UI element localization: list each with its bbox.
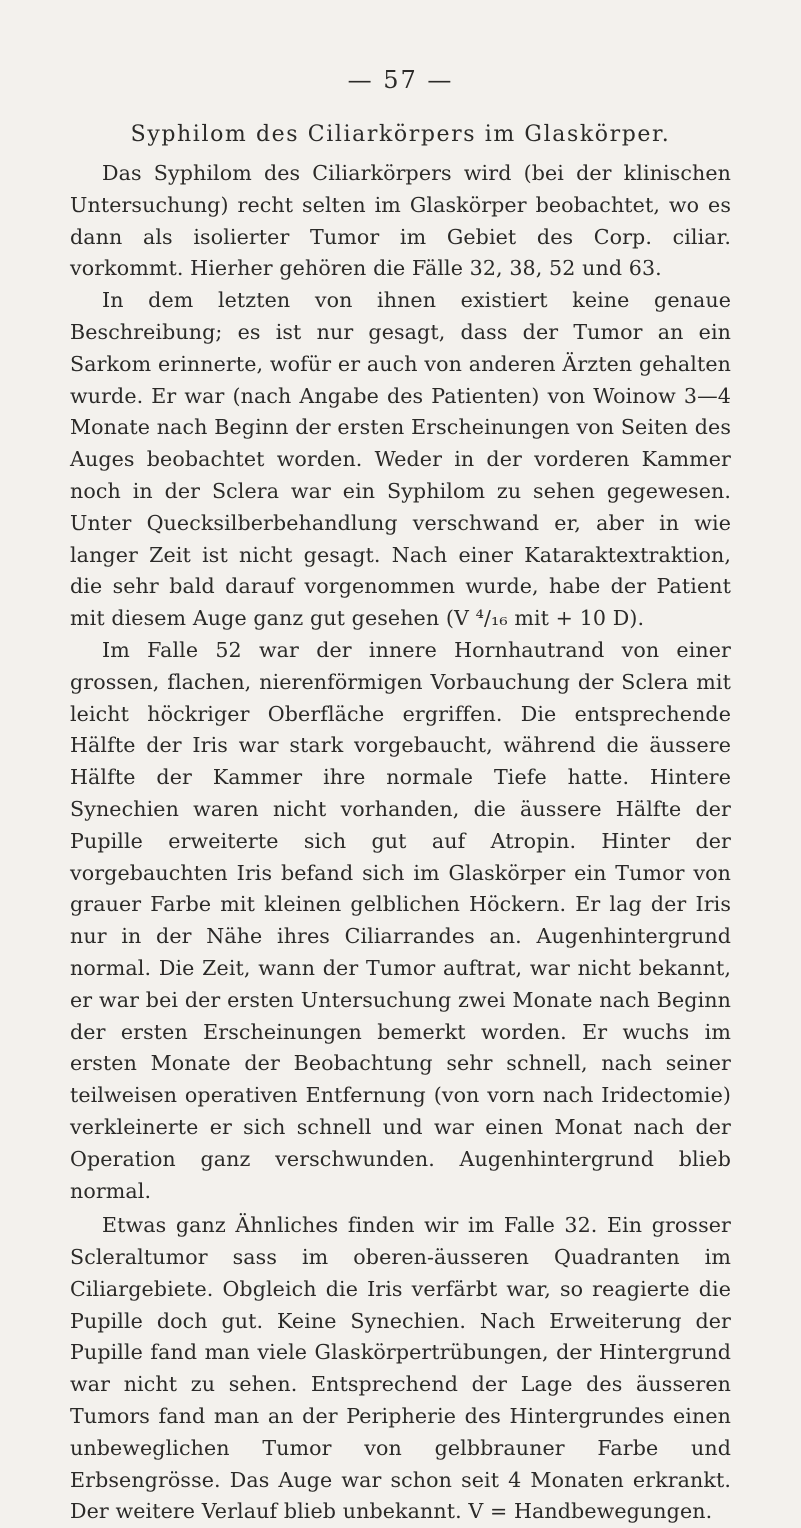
paragraph-intro: Das Syphilom des Ciliarkörpers wird (bei der klinischen Untersuchung) recht selten im Glaskörper beobachtet, wo es dann als isolierter Tumor im Gebiet des Corp. ciliar. vorkommt. Hierher gehören die Fälle 32, 38, 52 und 63. — [70, 161, 731, 281]
paragraph-case-63: In dem letzten von ihnen existiert keine genaue Beschreibung; es ist nur gesagt, dass der Tumor an ein Sarkom erinnerte, wofür er auch von anderen Ärzten gehalten wurde. Er war (nach Angabe des Patienten) von Woinow 3—4 Monate nach Beginn der ersten Erscheinungen von Seiten des Auges beobachtet worden. Weder in der vorderen Kammer noch in der Sclera war ein Syphilom zu sehen gegewesen. Unter Quecksilberbehandlung verschwand er, aber in wie langer Zeit ist nicht gesagt. Nach einer Kataraktextraktion, die sehr bald darauf vorgenommen wurde, habe der Patient mit diesem Auge ganz gut gesehen (V ⁴/₁₆ mit + 10 D). — [70, 288, 731, 631]
paragraph-case-52: Im Falle 52 war der innere Hornhautrand von einer grossen, flachen, nierenförmigen Vorbauchung der Sclera mit leicht höckriger Oberfläche ergriffen. Die entsprechende Hälfte der Iris war stark vorgebaucht, während die äussere Hälfte der Kammer ihre normale Tiefe hatte. Hintere Synechien waren nicht vorhanden, die äussere Hälfte der Pupille erweiterte sich gut auf Atropin. Hinter der vorgebauchten Iris befand sich im Glaskörper ein Tumor von grauer Farbe mit kleinen gelblichen Höckern. Er lag der Iris nur in der Nähe ihres Ciliarrandes an. Augenhintergrund normal. Die Zeit, wann der Tumor auftrat, war nicht bekannt, er war bei der ersten Untersuchung zwei Monate nach Beginn der ersten Erscheinungen bemerkt worden. Er wuchs im ersten Monate der Beobachtung sehr schnell, nach seiner teilweisen operativen Entfernung (von vorn nach Iridectomie) verkleinerte er sich schnell und war einen Monat nach der Operation ganz verschwunden. Augenhintergrund blieb normal. — [70, 637, 731, 1203]
paragraph-case-32: Etwas ganz Ähnliches finden wir im Falle 32. Ein grosser Scleraltumor sass im oberen-äusseren Quadranten im Ciliargebiete. Obgleich die Iris verfärbt war, so reagierte die Pupille doch gut. Keine Synechien. Nach Erweiterung der Pupille fand man viele Glaskörpertrübungen, der Hintergrund war nicht zu sehen. Entsprechend der Lage des äusseren Tumors fand man an der Peripherie des Hintergrundes einen unbeweglichen Tumor von gelbbrauner Farbe und Erbsengrösse. Das Auge war schon seit 4 Monaten erkrankt. Der weitere Verlauf blieb unbekannt. V = Handbewegungen. — [70, 1213, 731, 1524]
section-title: Syphilom des Ciliarkörpers im Glaskörper. — [130, 122, 671, 147]
page-number: — 57 — — [347, 66, 454, 94]
